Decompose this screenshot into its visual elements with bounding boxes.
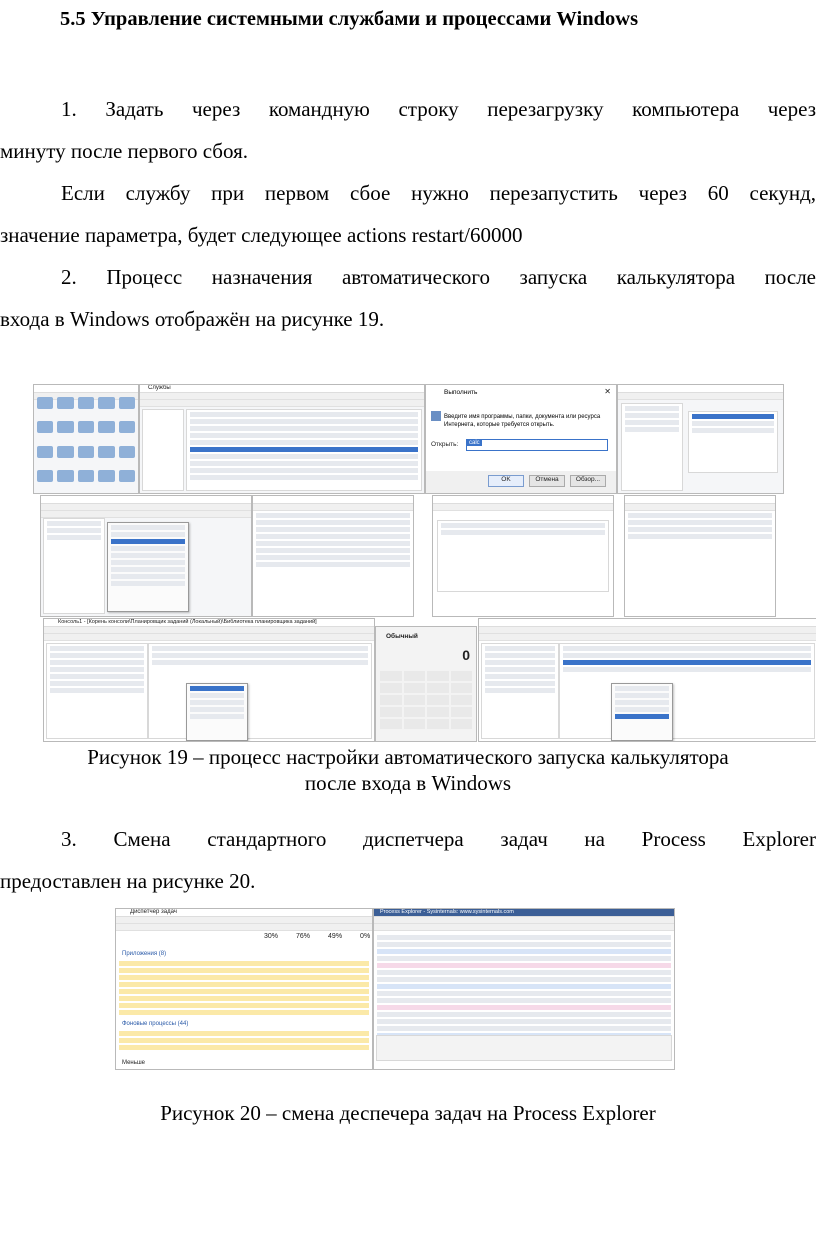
calc-mode: Обычный — [386, 633, 418, 640]
task-manager-title: Диспетчер задач — [116, 909, 372, 917]
scheduler-screenshot-1 — [40, 495, 252, 617]
paragraph-line-2: значение параметра, будет следующее actions restart/60000 — [0, 223, 523, 247]
browse-button[interactable]: Обзор... — [570, 475, 606, 487]
open-input-value: calc — [469, 440, 480, 446]
ok-button[interactable]: OK — [488, 475, 524, 487]
scheduler-screenshot-3 — [478, 618, 816, 742]
open-input[interactable] — [466, 439, 608, 451]
item-3-line-2: предоставлен на рисунке 20. — [0, 869, 256, 893]
scheduler-screenshot-2 — [43, 618, 375, 742]
memory-value: 76% — [296, 933, 311, 940]
figure-19-caption-line-1: Рисунок 19 – процесс настройки автоматического запуска калькулятора — [87, 745, 729, 769]
disk-value: 49% — [328, 933, 343, 940]
run-icon — [431, 411, 441, 421]
item-3-line-1: 3. Смена стандартного диспетчера задач на Process Explorer — [61, 827, 816, 851]
close-icon[interactable]: ✕ — [604, 387, 611, 396]
action-dialog — [624, 495, 776, 617]
figure-19-caption-line-2: после входа в Windows — [304, 771, 512, 795]
cpu-value: 30% — [264, 933, 279, 940]
task-manager-screenshot — [115, 908, 373, 1070]
run-dialog-prompt: Введите имя программы, папки, документа или ресурса Интернета, которые требуется открыть. — [444, 414, 601, 428]
run-dialog — [425, 384, 617, 494]
service-properties-screenshot — [617, 384, 784, 494]
item-2-line-2: входа в Windows отображён на рисунке 19. — [0, 307, 385, 331]
figure-20-caption: Рисунок 20 – смена деспечера задач на Process Explorer — [160, 1101, 656, 1125]
cancel-button[interactable]: Отмена — [529, 475, 565, 487]
calculator-screenshot — [375, 626, 477, 742]
background-group-header[interactable]: Фоновые процессы (44) — [122, 1021, 189, 1027]
triggers-dialog — [432, 495, 614, 617]
process-explorer-title: Process Explorer - Sysinternals: www.sysinternals.com — [374, 909, 674, 917]
calc-display: 0 — [462, 647, 470, 663]
network-value: 0% — [360, 933, 371, 940]
section-heading: 5.5 Управление системными службами и процессами Windows — [60, 8, 639, 30]
item-1-line-2: минуту после первого сбоя. — [0, 139, 248, 163]
open-label: Открыть: — [431, 441, 459, 448]
fewer-details-link[interactable]: Меньше — [122, 1060, 145, 1066]
scheduler-title: Консоль1 - [Корень консоли\Планировщик заданий (Локальный)\Библиотека планировщика заданий] — [44, 619, 374, 627]
item-1-line-1: 1. Задать через командную строку перезагрузку компьютера через — [61, 97, 816, 121]
services-screenshot — [139, 384, 425, 494]
run-dialog-title: Выполнить — [444, 389, 478, 396]
process-explorer-screenshot — [373, 908, 675, 1070]
item-2-line-1: 2. Процесс назначения автоматического запуска калькулятора после — [61, 265, 816, 289]
explorer-screenshot — [33, 384, 139, 494]
paragraph-line-1: Если службу при первом сбое нужно перезапустить через 60 секунд, — [61, 181, 816, 205]
services-title: Службы — [148, 385, 171, 391]
apps-group-header[interactable]: Приложения (8) — [122, 951, 167, 957]
create-task-dialog — [252, 495, 414, 617]
